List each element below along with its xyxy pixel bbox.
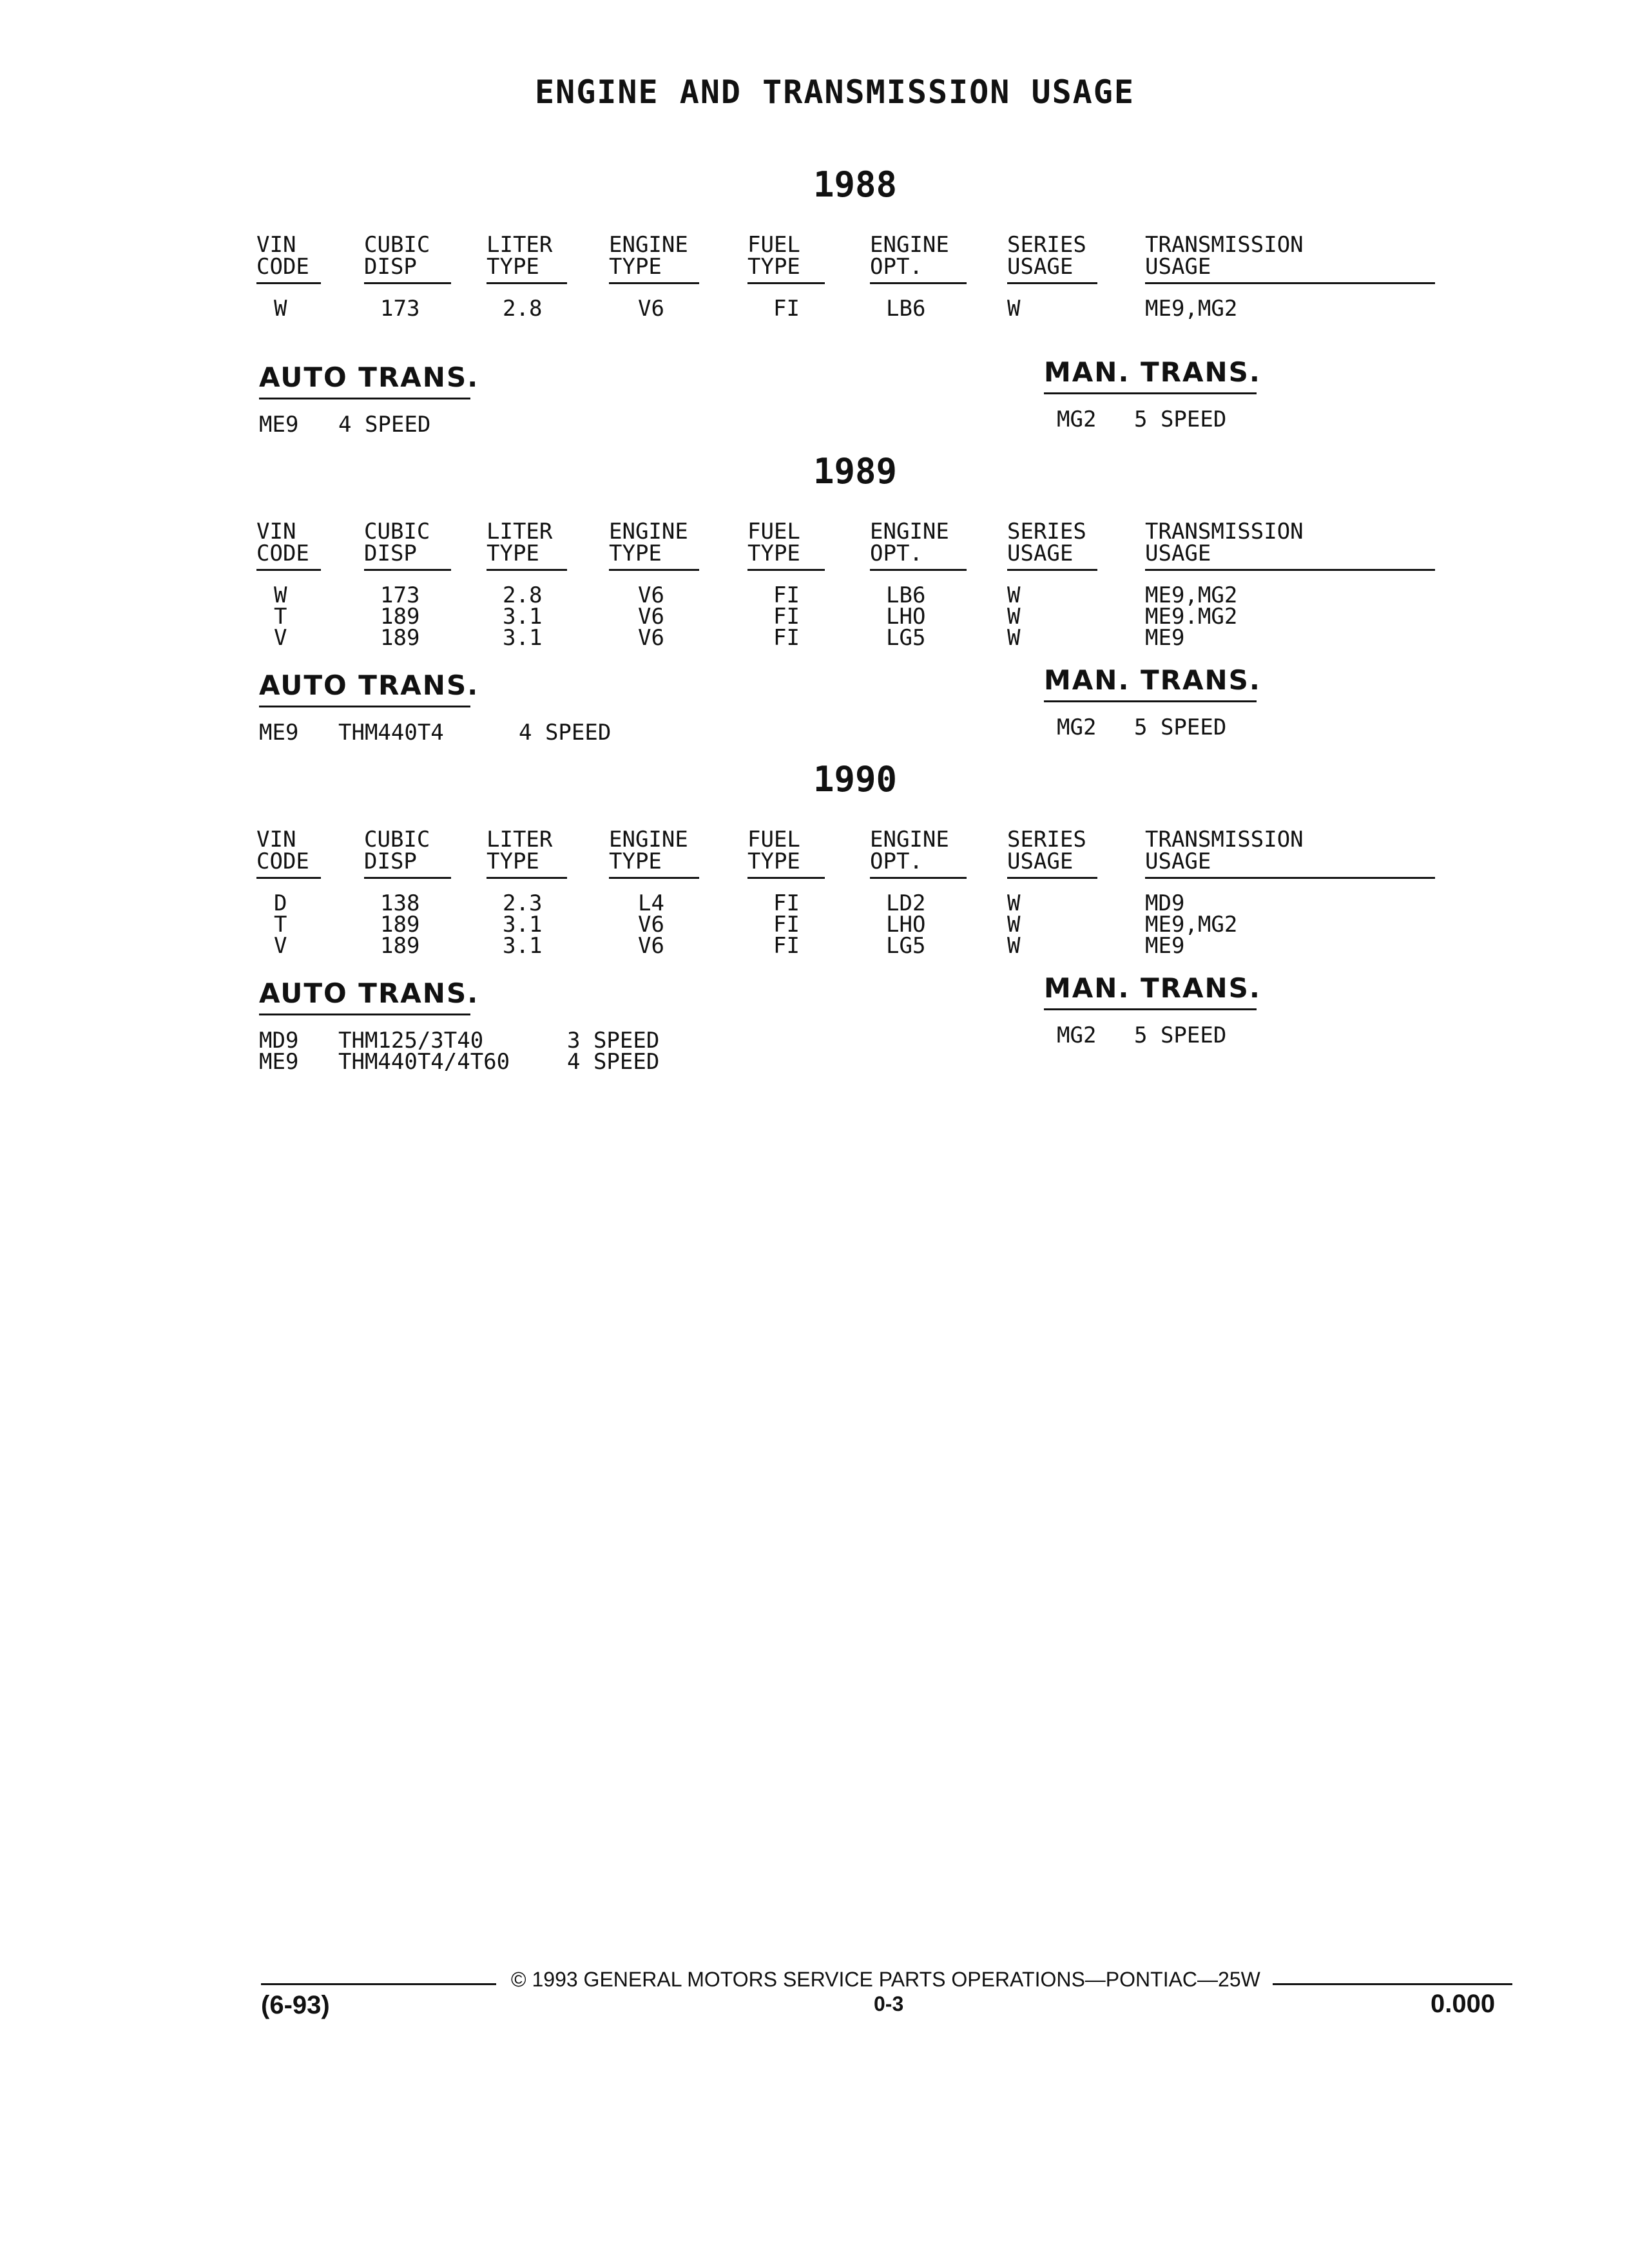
header-transmission-usage [1145,234,1304,278]
cell-series-usage: W [1007,582,1021,608]
cell-liter-type: 2.8 [503,582,543,608]
cell-engine-opt: LB6 [886,296,926,322]
man-trans-item: MG2 [1057,1023,1097,1048]
footer-page-number: 0-3 [874,1992,904,2015]
header-line: LITER [487,827,553,852]
man-trans-heading: MAN. TRANS. [1044,664,1261,696]
header-line: ENGINE [870,519,949,544]
header-engine-opt [870,521,949,564]
man-trans-item: MG2 [1057,715,1097,740]
footer-code: 0.000 [1431,1990,1496,2018]
header-line: TRANSMISSION [1145,519,1304,544]
cell-fuel-type: FI [773,933,800,959]
cell-cubic-disp: 173 [380,582,420,608]
header-line: TYPE [609,849,662,874]
cell-vin-code: W [274,296,287,322]
header-underline [747,282,825,284]
header-line: LITER [487,232,553,258]
header-liter-type [487,521,552,564]
header-line: TYPE [747,254,800,280]
cell-series-usage: W [1007,890,1021,916]
header-underline [364,877,451,879]
footer-date: (6-93) [261,1991,330,2019]
auto-trans-item: ME9 [259,1049,299,1075]
cell-series-usage: W [1007,625,1021,651]
header-line: SERIES [1007,232,1086,258]
cell-fuel-type: FI [773,604,800,629]
cell-series-usage: W [1007,296,1021,322]
header-underline [256,569,321,571]
cell-engine-type: V6 [638,582,664,608]
header-engine-type [609,521,688,564]
header-engine-opt [870,234,949,278]
header-underline [487,282,567,284]
header-line: DISP [364,254,417,280]
header-underline [870,877,967,879]
header-underline [747,877,825,879]
header-line: USAGE [1007,254,1074,280]
man-trans-item: 5 SPEED [1134,715,1227,740]
header-line: TYPE [609,254,662,280]
header-line: SERIES [1007,519,1086,544]
header-line: CUBIC [364,827,430,852]
header-line: ENGINE [609,232,688,258]
auto-trans-item: MD9 [259,1028,299,1053]
cell-engine-opt: LHO [886,912,926,937]
cell-series-usage: W [1007,933,1021,959]
header-line: FUEL [747,232,800,258]
header-line: TYPE [609,541,662,566]
header-line: USAGE [1145,254,1211,280]
cell-engine-opt: LD2 [886,890,926,916]
auto-trans-heading: AUTO TRANS. [259,361,479,393]
header-underline [747,569,825,571]
cell-cubic-disp: 189 [380,625,420,651]
header-underline [1145,282,1435,284]
header-line: LITER [487,519,553,544]
footer-copyright: © 1993 GENERAL MOTORS SERVICE PARTS OPERATIONS—PONTIAC—25W [511,1968,1260,1991]
auto-trans-item: 4 SPEED [338,412,431,437]
header-liter-type [487,234,552,278]
footer-rule-right [1273,1983,1512,1985]
header-series-usage [1007,234,1086,278]
header-engine-type [609,829,688,872]
header-underline [1007,282,1097,284]
cell-vin-code: T [274,912,287,937]
cell-transmission-usage: ME9 [1145,625,1185,651]
footer-rule-left [261,1983,496,1985]
cell-liter-type: 2.8 [503,296,543,322]
header-engine-type [609,234,688,278]
cell-series-usage: W [1007,604,1021,629]
cell-fuel-type: FI [773,912,800,937]
man-trans-underline [1044,700,1257,702]
man-trans-underline [1044,1008,1257,1010]
cell-fuel-type: FI [773,890,800,916]
man-trans-heading: MAN. TRANS. [1044,356,1261,388]
header-transmission-usage [1145,829,1304,872]
header-line: ENGINE [870,827,949,852]
header-series-usage [1007,829,1086,872]
cell-cubic-disp: 138 [380,890,420,916]
cell-liter-type: 3.1 [503,625,543,651]
cell-liter-type: 2.3 [503,890,543,916]
header-liter-type [487,829,552,872]
cell-engine-opt: LG5 [886,625,926,651]
cell-cubic-disp: 189 [380,604,420,629]
header-line: DISP [364,849,417,874]
cell-vin-code: V [274,933,287,959]
header-line: USAGE [1007,541,1074,566]
auto-trans-item: 4 SPEED [567,1049,660,1075]
auto-trans-item: 3 SPEED [567,1028,660,1053]
header-line: OPT. [870,254,923,280]
cell-vin-code: W [274,582,287,608]
cell-transmission-usage: ME9.MG2 [1145,604,1238,629]
cell-cubic-disp: 189 [380,933,420,959]
auto-trans-heading: AUTO TRANS. [259,669,479,701]
header-vin-code [256,234,309,278]
header-underline [256,282,321,284]
cell-fuel-type: FI [773,296,800,322]
header-underline [609,282,699,284]
header-underline [1007,877,1097,879]
header-line: OPT. [870,849,923,874]
header-underline [870,569,967,571]
cell-engine-type: L4 [638,890,664,916]
cell-transmission-usage: MD9 [1145,890,1185,916]
cell-vin-code: T [274,604,287,629]
header-line: USAGE [1007,849,1074,874]
header-line: TRANSMISSION [1145,827,1304,852]
header-line: FUEL [747,827,800,852]
cell-liter-type: 3.1 [503,933,543,959]
cell-vin-code: V [274,625,287,651]
header-line: DISP [364,541,417,566]
header-vin-code [256,521,309,564]
auto-trans-item: THM440T4 [338,720,444,745]
header-underline [609,569,699,571]
header-line: VIN [256,232,296,258]
header-line: USAGE [1145,541,1211,566]
header-fuel-type [747,829,800,872]
header-line: TRANSMISSION [1145,232,1304,258]
header-underline [256,877,321,879]
header-cubic-disp [364,829,430,872]
header-line: CODE [256,541,309,566]
header-line: TYPE [747,849,800,874]
cell-engine-type: V6 [638,604,664,629]
cell-transmission-usage: ME9,MG2 [1145,582,1238,608]
header-fuel-type [747,234,800,278]
cell-fuel-type: FI [773,625,800,651]
header-line: VIN [256,519,296,544]
header-underline [487,569,567,571]
header-line: ENGINE [609,519,688,544]
auto-trans-item: ME9 [259,412,299,437]
cell-engine-type: V6 [638,296,664,322]
man-trans-heading: MAN. TRANS. [1044,972,1261,1004]
cell-transmission-usage: ME9,MG2 [1145,296,1238,322]
header-line: OPT. [870,541,923,566]
header-underline [487,877,567,879]
auto-trans-item: ME9 [259,720,299,745]
header-engine-opt [870,829,949,872]
cell-engine-type: V6 [638,625,664,651]
header-underline [364,569,451,571]
auto-trans-underline [259,706,470,707]
header-underline [364,282,451,284]
man-trans-underline [1044,392,1257,394]
cell-liter-type: 3.1 [503,604,543,629]
header-line: TYPE [487,849,539,874]
cell-engine-opt: LHO [886,604,926,629]
header-series-usage [1007,521,1086,564]
cell-cubic-disp: 173 [380,296,420,322]
year-heading: 1989 [813,451,898,492]
header-line: TYPE [487,254,539,280]
man-trans-item: MG2 [1057,407,1097,432]
header-underline [609,877,699,879]
header-vin-code [256,829,309,872]
header-line: USAGE [1145,849,1211,874]
cell-engine-opt: LB6 [886,582,926,608]
header-underline [1007,569,1097,571]
header-line: ENGINE [609,827,688,852]
header-transmission-usage [1145,521,1304,564]
cell-engine-type: V6 [638,933,664,959]
auto-trans-item: 4 SPEED [519,720,612,745]
auto-trans-underline [259,1014,470,1015]
header-cubic-disp [364,521,430,564]
auto-trans-heading: AUTO TRANS. [259,977,479,1009]
header-line: CUBIC [364,232,430,258]
cell-series-usage: W [1007,912,1021,937]
cell-engine-type: V6 [638,912,664,937]
header-line: CODE [256,849,309,874]
auto-trans-item: THM440T4/4T60 [338,1049,510,1075]
man-trans-item: 5 SPEED [1134,1023,1227,1048]
auto-trans-underline [259,398,470,399]
header-line: FUEL [747,519,800,544]
header-underline [1145,569,1435,571]
man-trans-item: 5 SPEED [1134,407,1227,432]
header-line: TYPE [747,541,800,566]
header-underline [1145,877,1435,879]
header-line: ENGINE [870,232,949,258]
header-line: VIN [256,827,296,852]
page-title: ENGINE AND TRANSMISSION USAGE [535,73,1135,111]
cell-liter-type: 3.1 [503,912,543,937]
cell-cubic-disp: 189 [380,912,420,937]
cell-transmission-usage: ME9,MG2 [1145,912,1238,937]
year-heading: 1990 [813,759,898,800]
cell-transmission-usage: ME9 [1145,933,1185,959]
header-line: CODE [256,254,309,280]
auto-trans-item: THM125/3T40 [338,1028,484,1053]
header-line: TYPE [487,541,539,566]
header-cubic-disp [364,234,430,278]
header-fuel-type [747,521,800,564]
cell-fuel-type: FI [773,582,800,608]
year-heading: 1988 [813,164,898,205]
header-line: SERIES [1007,827,1086,852]
header-underline [870,282,967,284]
cell-engine-opt: LG5 [886,933,926,959]
cell-vin-code: D [274,890,287,916]
header-line: CUBIC [364,519,430,544]
